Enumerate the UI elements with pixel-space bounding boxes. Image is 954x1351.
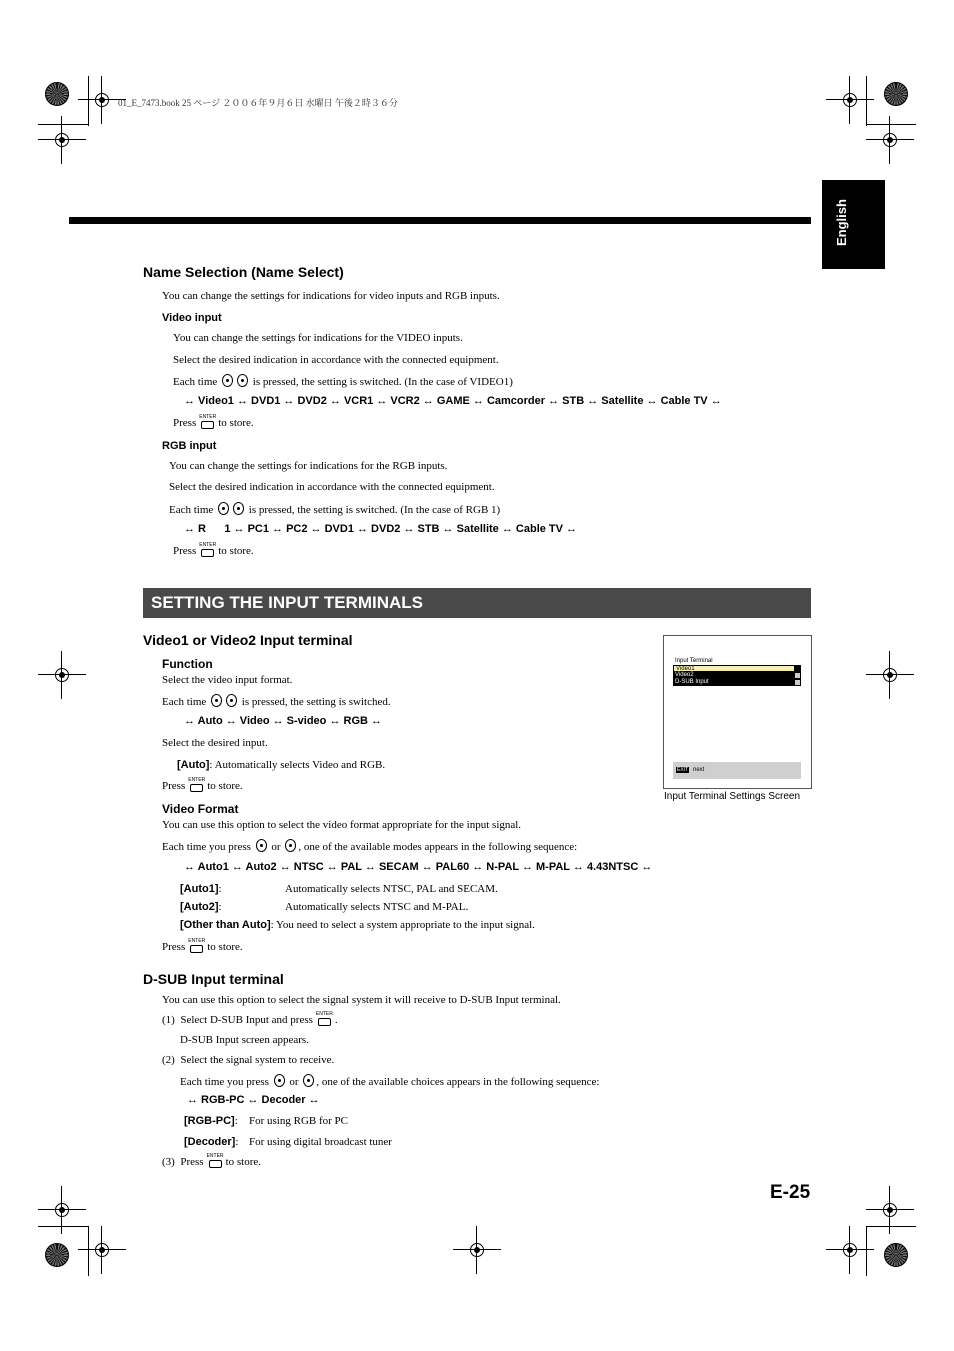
decoder-text: For using digital broadcast tuner [249,1136,392,1148]
enter-button-icon: ENTER [207,1155,223,1168]
enter-button-icon: ENTER [199,544,215,557]
function-heading: Function [162,657,213,671]
video-format-heading: Video Format [162,802,239,816]
screen-item-video2: Video2 [673,672,801,679]
auto1-text: Automatically selects NTSC, PAL and SECAM. [285,883,498,895]
left-arrow-button-icon [222,374,233,387]
top-rule [69,217,811,224]
screen-title: Input Terminal [675,658,713,664]
video-input-heading: Video input [162,312,222,324]
rgb-input-each-time: Each time is pressed, the setting is switched. (In the case of RGB 1) [169,504,501,516]
screen-item-dsub: D-SUB Input [673,679,801,686]
function-select: Select the desired input. [162,737,268,749]
registration-sun-mark [884,82,908,106]
crop-line [866,124,916,125]
dsub-step1: (1) Select D-SUB Input and press ENTER . [162,1011,338,1026]
video-format-sequence: ↔ Auto1 ↔ Auto2 ↔ NTSC ↔ PAL ↔ SECAM ↔ PAL60 ↔ N-PAL ↔ M-PAL ↔ 4.43NTSC ↔ [184,861,653,873]
enter-button-icon: ENTER [188,940,204,953]
crosshair-mark [866,651,914,699]
print-header: 01_E_7473.book 25 ページ ２００６年９月６日 水曜日 午後２時３６分 [118,98,398,108]
registration-sun-mark [884,1243,908,1267]
enter-button-icon: ENTER [188,779,204,792]
enter-button-icon: ENTER [316,1013,332,1026]
dsub-step1-result: D-SUB Input screen appears. [180,1034,309,1046]
crop-line [88,76,89,126]
function-each-time: Each time is pressed, the setting is switched. [162,696,391,708]
function-press-store: Press ENTER to store. [162,777,243,792]
auto1-key: [Auto1]: [180,883,222,895]
rgbpc-text: For using RGB for PC [249,1115,349,1127]
rgb-input-sequence: ↔ R 1 ↔ PC1 ↔ PC2 ↔ DVD1 ↔ DVD2 ↔ STB ↔ Satellite ↔ Cable TV ↔ [184,523,578,535]
registration-sun-mark [45,82,69,106]
auto-description: [Auto]: Automatically selects Video and RGB. [177,759,386,771]
video-input-sequence: ↔ Video1 ↔ DVD1 ↔ DVD2 ↔ VCR1 ↔ VCR2 ↔ GAME ↔ Camcorder ↔ STB ↔ Satellite ↔ Cable TV ↔ [184,395,722,407]
function-text: Select the video input format. [162,674,293,686]
crosshair-mark [453,1226,501,1274]
rgb-input-heading: RGB input [162,440,217,452]
registration-sun-mark [45,1243,69,1267]
screen-footer: EXIT next [673,762,801,779]
video-format-text: You can use this option to select the video format appropriate for the input signal. [162,819,522,831]
rgb-input-line2: Select the desired indication in accordance with the connected equipment. [169,481,495,493]
name-select-intro: You can change the settings for indications for video inputs and RGB inputs. [162,290,500,302]
decoder-key: [Decoder]: [184,1136,239,1148]
rgb-input-line1: You can change the settings for indications for the RGB inputs. [169,460,448,472]
input-terminal-screen [663,635,812,789]
name-select-heading: Name Selection (Name Select) [143,264,344,280]
section-banner [143,588,811,618]
dsub-step3: (3) Press ENTER to store. [162,1153,262,1168]
enter-button-icon: ENTER [199,416,215,429]
video-terminal-heading: Video1 or Video2 Input terminal [143,632,353,648]
auto2-key: [Auto2]: [180,901,222,913]
left-arrow-button-icon [211,694,222,707]
up-arrow-button-icon [256,839,267,852]
section-title: SETTING THE INPUT TERMINALS [151,593,423,612]
right-arrow-button-icon [233,502,244,515]
crop-line [866,76,867,126]
auto2-text: Automatically selects NTSC and M-PAL. [285,901,469,913]
page-number: E-25 [770,1182,811,1203]
dsub-each-time: Each time you press or , one of the available choices appears in the following sequence: [180,1076,600,1088]
crop-line [88,1226,89,1276]
down-arrow-button-icon [303,1074,314,1087]
crop-line [866,1226,867,1276]
exit-button-icon: EXIT [677,767,689,773]
video-input-press-store: Press ENTER to store. [173,414,254,429]
right-arrow-button-icon [237,374,248,387]
up-arrow-button-icon [274,1074,285,1087]
dsub-heading: D-SUB Input terminal [143,971,284,987]
down-arrow-button-icon [285,839,296,852]
dsub-intro: You can use this option to select the signal system it will receive to D-SUB Input terminal. [162,994,561,1006]
right-arrow-button-icon [226,694,237,707]
video-input-each-time: Each time is pressed, the setting is switched. (In the case of VIDEO1) [173,376,513,388]
crop-line [866,1226,916,1227]
rgb-input-press-store: Press ENTER to store. [173,542,254,557]
video-input-line2: Select the desired indication in accordance with the connected equipment. [173,354,499,366]
crosshair-mark [38,651,86,699]
language-tab-label: English [834,199,849,246]
function-sequence: ↔ Auto ↔ Video ↔ S-video ↔ RGB ↔ [184,715,383,727]
screen-item-video1: Video1 [673,665,801,672]
video-format-press-store: Press ENTER to store. [162,938,243,953]
video-format-each-time: Each time you press or , one of the available modes appears in the following sequence: [162,841,578,853]
video-input-line1: You can change the settings for indications for the VIDEO inputs. [173,332,463,344]
language-tab [822,180,885,269]
other-than-auto: [Other than Auto]: You need to select a system appropriate to the input signal. [180,919,535,931]
screen-caption: Input Terminal Settings Screen [664,791,801,802]
crop-line [38,1226,88,1227]
crop-line [38,124,88,125]
rgbpc-key: [RGB-PC]: [184,1115,238,1127]
crosshair-mark [78,1226,126,1274]
dsub-sequence: ↔ RGB-PC ↔ Decoder ↔ [187,1094,320,1106]
left-arrow-button-icon [218,502,229,515]
dsub-step2: (2) Select the signal system to receive. [162,1054,335,1066]
